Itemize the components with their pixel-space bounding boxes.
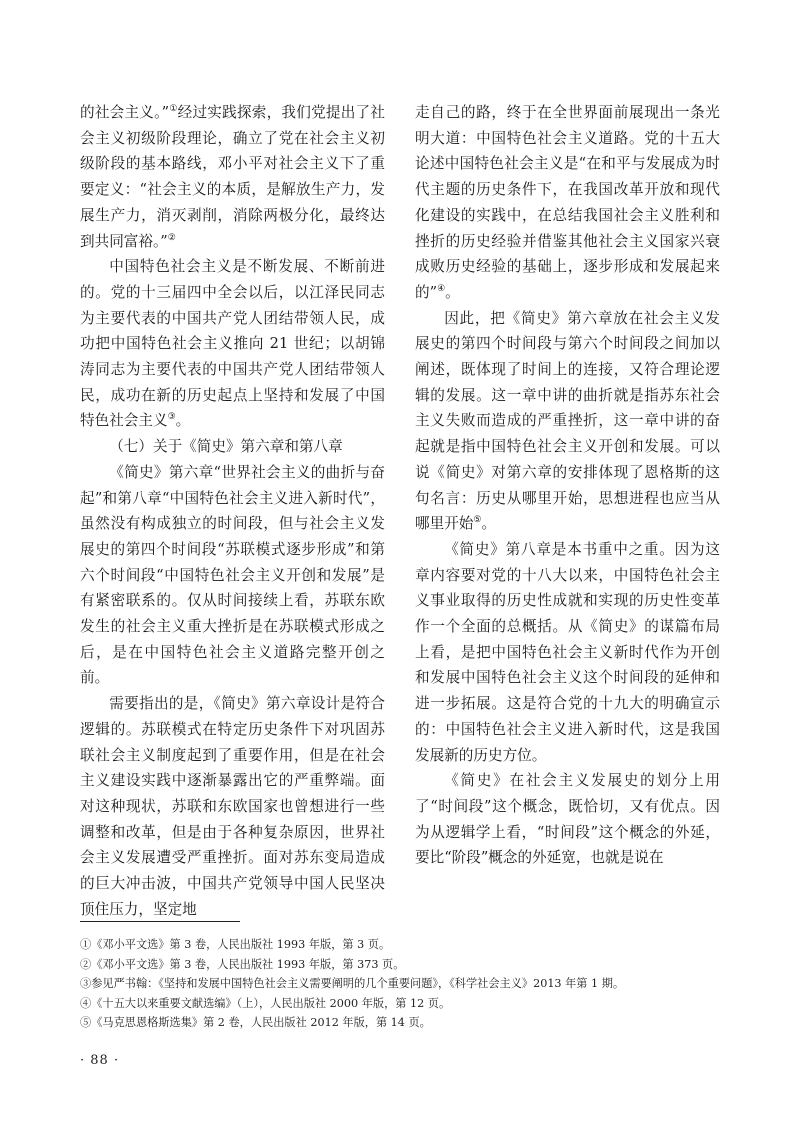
footnote: ①《邓小平文选》第 3 卷，人民出版社 1993 年版，第 3 页。: [80, 938, 391, 951]
footnote-ref[interactable]: ①: [169, 104, 178, 115]
text-run: 因此，把《简史》第六章放在社会主义发展史的第四个时间段与第六个时间段之间加以阐述，既体现了时间上的连接，又符合理论逻辑的发展。这一章中讲的曲折就是指苏东社会主义失败而造成的严重挫折，这一章中讲的奋起就是指中国特色社会主义开创和发展。可以说《简史》对第六章的安排体现了恩格斯的这句名言：历史从哪里开始，思想进程也应当从哪里开始: [415, 309, 720, 533]
footnote-ref[interactable]: ③: [167, 412, 176, 423]
footnote-ref[interactable]: ⑤: [473, 515, 482, 526]
footnote-ref[interactable]: ④: [437, 284, 446, 295]
text-run: 的社会主义。”: [80, 104, 170, 121]
paragraph: [80, 254, 385, 434]
right-column: [415, 100, 720, 871]
section-heading: （七）关于《简史》第六章和第八章: [109, 438, 343, 456]
paragraph: 《简史》第六章“世界社会主义的曲折与奋起”和第八章“中国特色社会主义进入新时代”，虽然没有构成独立的时间段，但与社会主义发展史的第四个时间段“苏联模式逐步形成”和第六个时间段“中国特色社会主义开创和发展”是有紧密联系的。仅从时间接续上看，苏联东欧发生的社会主义重大挫折是在苏联模式形成之后，是在中国特色社会主义道路完整开创之前。: [80, 463, 385, 687]
footnote: ④《十五大以来重要文献选编》（上），人民出版社 2000 年版，第 12 页。: [80, 996, 451, 1010]
footnote: ③参见严书翰：《坚持和发展中国特色社会主义需要阐明的几个重要问题》，《科学社会主义》2013 年第 1 期。: [80, 977, 625, 991]
paragraph: 《简史》在社会主义发展史的划分上用了“时间段”这个概念，既恰切，又有优点。因为从逻辑学上看，“时间段”这个概念的外延，要比“阶段”概念的外延宽，也就是说在: [415, 772, 720, 867]
left-column: [80, 100, 385, 923]
text-run: 经过实践探索，我们党提出了社会主义初级阶段理论，确立了党在社会主义初级阶段的基本路线，邓小平对社会主义下了重要定义：“社会主义的本质，是解放生产力，发展生产力，消灭剥削，消除两极分化，最终达到共同富裕。”: [80, 104, 385, 250]
footnotes: [80, 935, 720, 1033]
footnote-divider: [80, 921, 240, 922]
text-run: 。: [481, 515, 497, 533]
text-run: 。: [175, 412, 191, 430]
footnote: ⑤《马克思恩格斯选集》第 2 卷，人民出版社 2012 年版，第 14 页。: [80, 1016, 431, 1030]
text-run: 。: [445, 283, 460, 301]
paragraph: [415, 306, 720, 537]
page-number: · 88 ·: [80, 1053, 120, 1068]
footnote: ②《邓小平文选》第 3 卷，人民出版社 1993 年版，第 373 页。: [80, 957, 405, 971]
paragraph: [415, 100, 720, 306]
footnote-ref[interactable]: ②: [167, 232, 176, 243]
paragraph: 需要指出的是，《简史》第六章设计是符合逻辑的。苏联模式在特定历史条件下对巩固苏联社会主义制度起到了重要作用，但是在社会主义建设实践中逐渐暴露出它的严重弊端。面对这种现状，苏联和东欧国家也曾想进行一些调整和改革，但是由于各种复杂原因，世界社会主义发展遭受严重挫折。面对苏东变局造成的巨大冲击波，中国共产党领导中国人民坚决顶住压力，坚定地: [80, 695, 385, 918]
text-run: 中国特色社会主义是不断发展、不断前进的。党的十三届四中全会以后，以江泽民同志为主要代表的中国共产党人团结带领人民，成功把中国特色社会主义推向 21 世纪；以胡锦涛同志为主要代表的中国共产党人团结带领人民，成功在新的历史起点上坚持和发展了中国特色社会主义: [80, 258, 385, 430]
paragraph: [80, 100, 385, 254]
text-run: 走自己的路，终于在全世界面前展现出一条光明大道：中国特色社会主义道路。党的十五大论述中国特色社会主义是“在和平与发展成为时代主题的历史条件下，在我国改革开放和现代化建设的实践中，在总结我国社会主义胜利和挫折的历史经验并借鉴其他社会主义国家兴衰成败历史经验的基础上，逐步形成和发展起来的”: [415, 104, 720, 301]
paragraph: 《简史》第八章是本书重中之重。因为这章内容要对党的十八大以来，中国特色社会主义事业取得的历史性成就和实现的历史性变革作一个全面的总概括。从《简史》的谋篇布局上看，是把中国特色社会主义新时代作为开创和发展中国特色社会主义这个时间段的延伸和进一步拓展。这是符合党的十九大的明确宣示的：中国特色社会主义进入新时代，这是我国发展新的历史方位。: [415, 540, 720, 764]
